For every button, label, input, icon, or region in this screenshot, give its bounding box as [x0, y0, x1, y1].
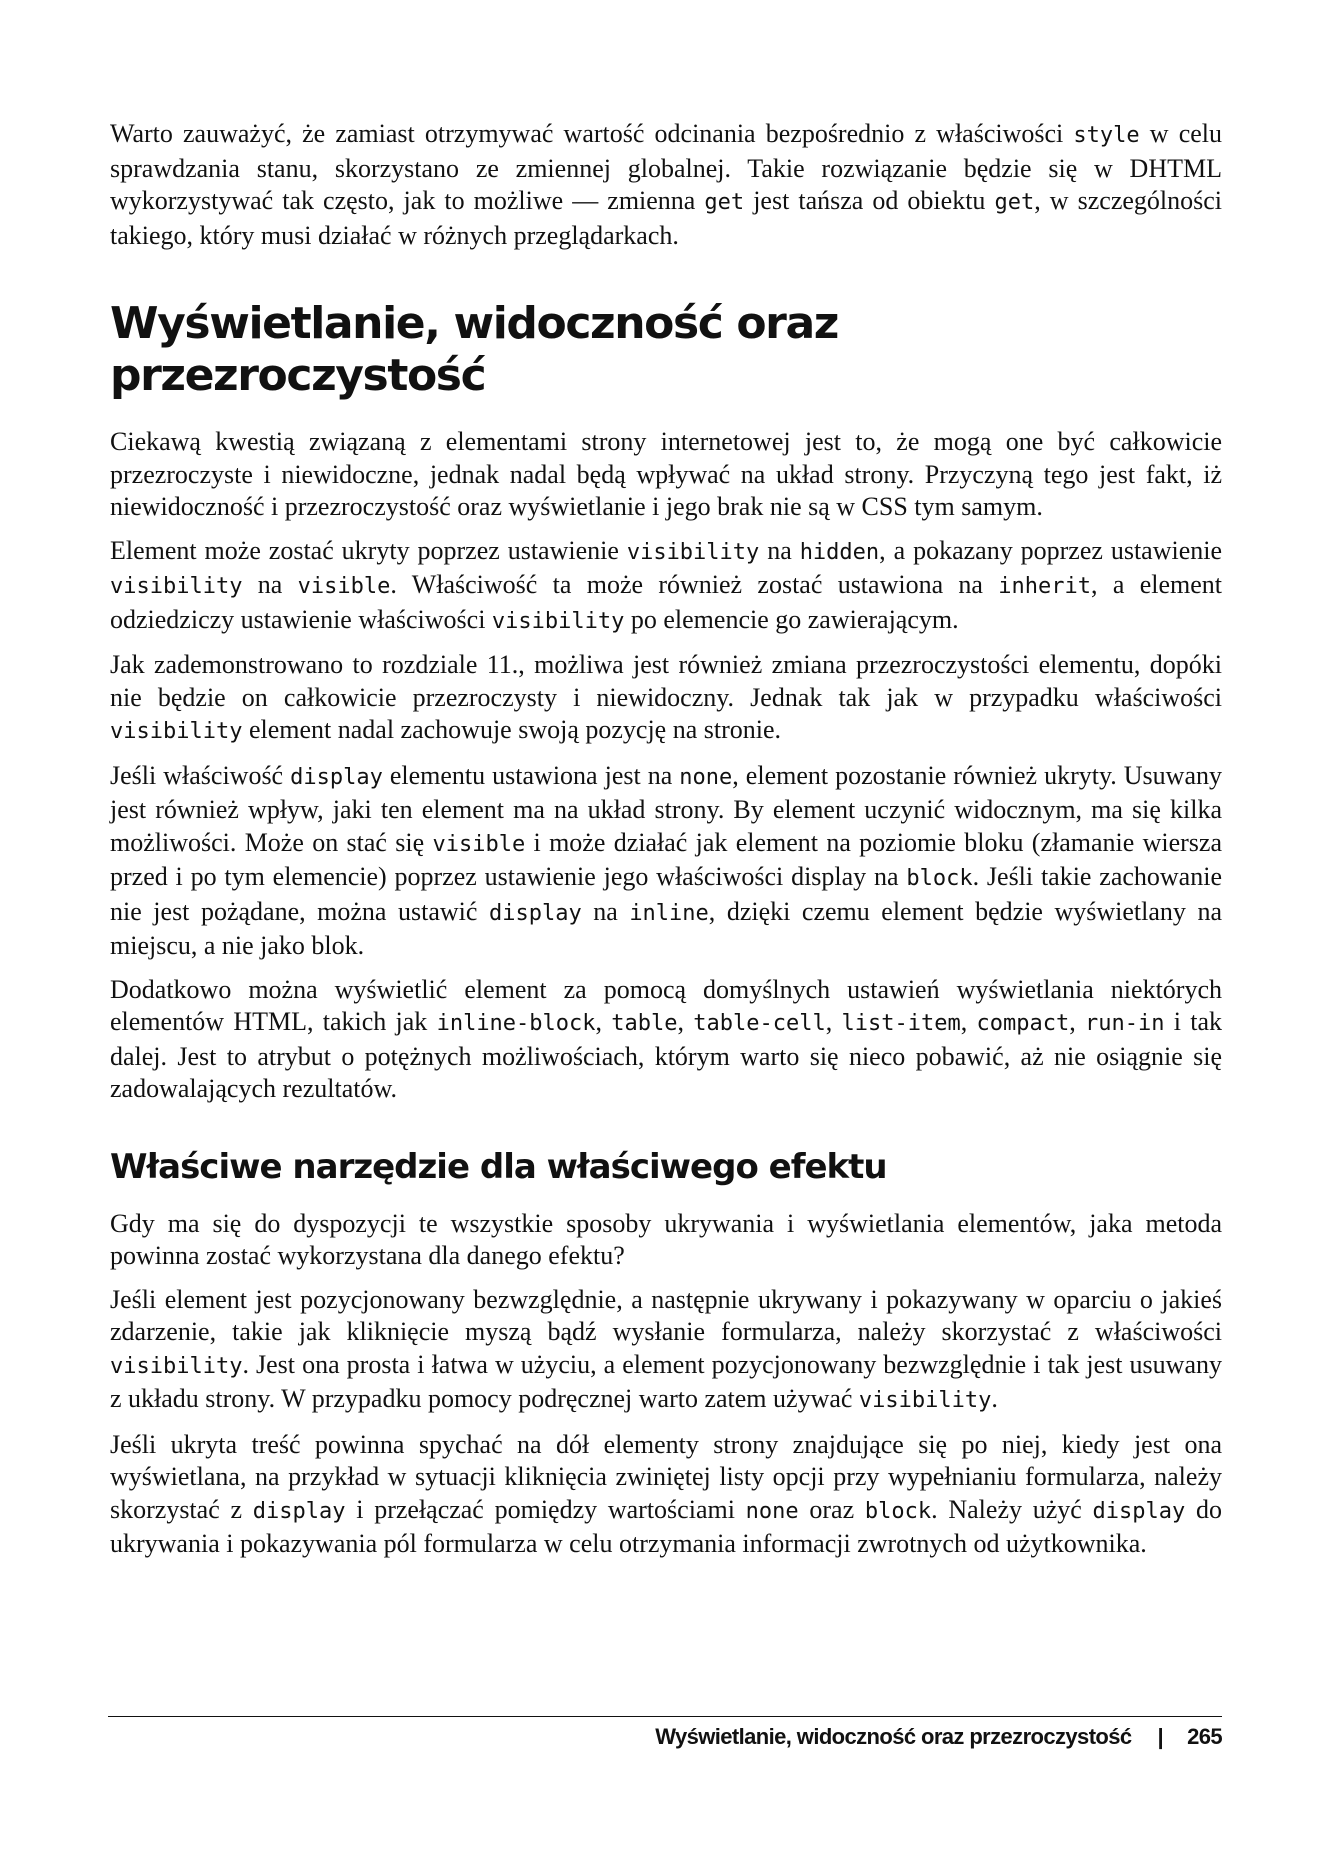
page-footer: [655, 1724, 1222, 1750]
section-heading-visibility: Wyświetlanie, widoczność oraz przezroczystość: [110, 298, 838, 401]
section-heading-right-tool: Właściwe narzędzie dla właściwego efektu: [110, 1146, 887, 1187]
paragraph: Gdy ma się do dyspozycji te wszystkie sposoby ukrywania i wyświetlania elementów, jaka metoda powinna zostać wykorzystana dla danego efektu?: [110, 1208, 1222, 1270]
paragraph: Jeśli ukryta treść powinna spychać na dół elementy strony znajdujące się po niej, kiedy jest ona wyświetlana, na przykład w sytuacji kliknięcia zwiniętej listy opcji przy wypełnianiu formularza, należy skorzystać z display i przełączać pomiędzy wartościami none oraz block. Należy użyć display do ukrywania i pokazywania pól formularza w celu otrzymania informacji zwrotnych od użytkownika.: [110, 1429, 1223, 1558]
footer-separator: |: [1157, 1724, 1164, 1749]
page-body: [110, 118, 1222, 1572]
intro-paragraph: Warto zauważyć, że zamiast otrzymywać wartość odcinania bezpośrednio z właściwości style w celu sprawdzania stanu, skorzystano ze zmiennej globalnej. Takie rozwiązanie będzie się w DHTML wykorzystywać tak często, jak to możliwe — zmienna get jest tańsza od obiektu get, w szczególności takiego, który musi działać w różnych przeglądarkach.: [110, 119, 1222, 250]
paragraph: Element może zostać ukryty poprzez ustawienie visibility na hidden, a pokazany poprzez ustawienie visibility na visible. Właściwość ta może również zostać ustawiona na inherit, a element odziedziczy ustawienie właściwości visibility po elemencie go zawierającym.: [110, 535, 1223, 634]
paragraph: Jeśli element jest pozycjonowany bezwzględnie, a następnie ukrywany i pokazywany w oparciu o jakieś zdarzenie, takie jak kliknięcie myszą bądź wysłanie formularza, należy skorzystać z właściwości visibility. Jest ona prosta i łatwa w użyciu, a element pozycjonowany bezwzględnie i tak jest usuwany z układu strony. W przypadku pomocy podręcznej warto zatem używać visibility.: [110, 1284, 1222, 1413]
page-number: 265: [1187, 1724, 1222, 1749]
footer-divider: [108, 1716, 1222, 1717]
paragraph: Dodatkowo można wyświetlić element za pomocą domyślnych ustawień wyświetlania niektórych elementów HTML, takich jak inline-block, table, table-cell, list-item, compact, run-in i tak dalej. Jest to atrybut o potężnych możliwościach, którym warto się nieco pobawić, aż nie osiągnie się zadowalających rezultatów.: [110, 974, 1222, 1103]
running-title: Wyświetlanie, widoczność oraz przezroczystość: [655, 1724, 1132, 1749]
paragraph: Jak zademonstrowano to rozdziale 11., możliwa jest również zmiana przezroczystości elementu, dopóki nie będzie on całkowicie przezroczysty i niewidoczny. Jednak tak jak w przypadku właściwości visibility element nadal zachowuje swoją pozycję na stronie.: [110, 650, 1222, 744]
paragraph: Ciekawą kwestią związaną z elementami strony internetowej jest to, że mogą one być całkowicie przezroczyste i niewidoczne, jednak nadal będą wpływać na układ strony. Przyczyną tego jest fakt, iż niewidoczność i przezroczystość oraz wyświetlanie i jego brak nie są w CSS tym samym.: [110, 427, 1222, 521]
paragraph: Jeśli właściwość display elementu ustawiona jest na none, element pozostanie również ukryty. Usuwany jest również wpływ, jaki ten element ma na układ strony. By element uczynić widocznym, ma się kilka możliwości. Może on stać się visible i może działać jak element na poziomie bloku (złamanie wiersza przed i po tym elemencie) poprzez ustawienie jego właściwości display na block. Jeśli takie zachowanie nie jest pożądane, można ustawić display na inline, dzięki czemu element będzie wyświetlany na miejscu, a nie jako blok.: [110, 760, 1223, 960]
